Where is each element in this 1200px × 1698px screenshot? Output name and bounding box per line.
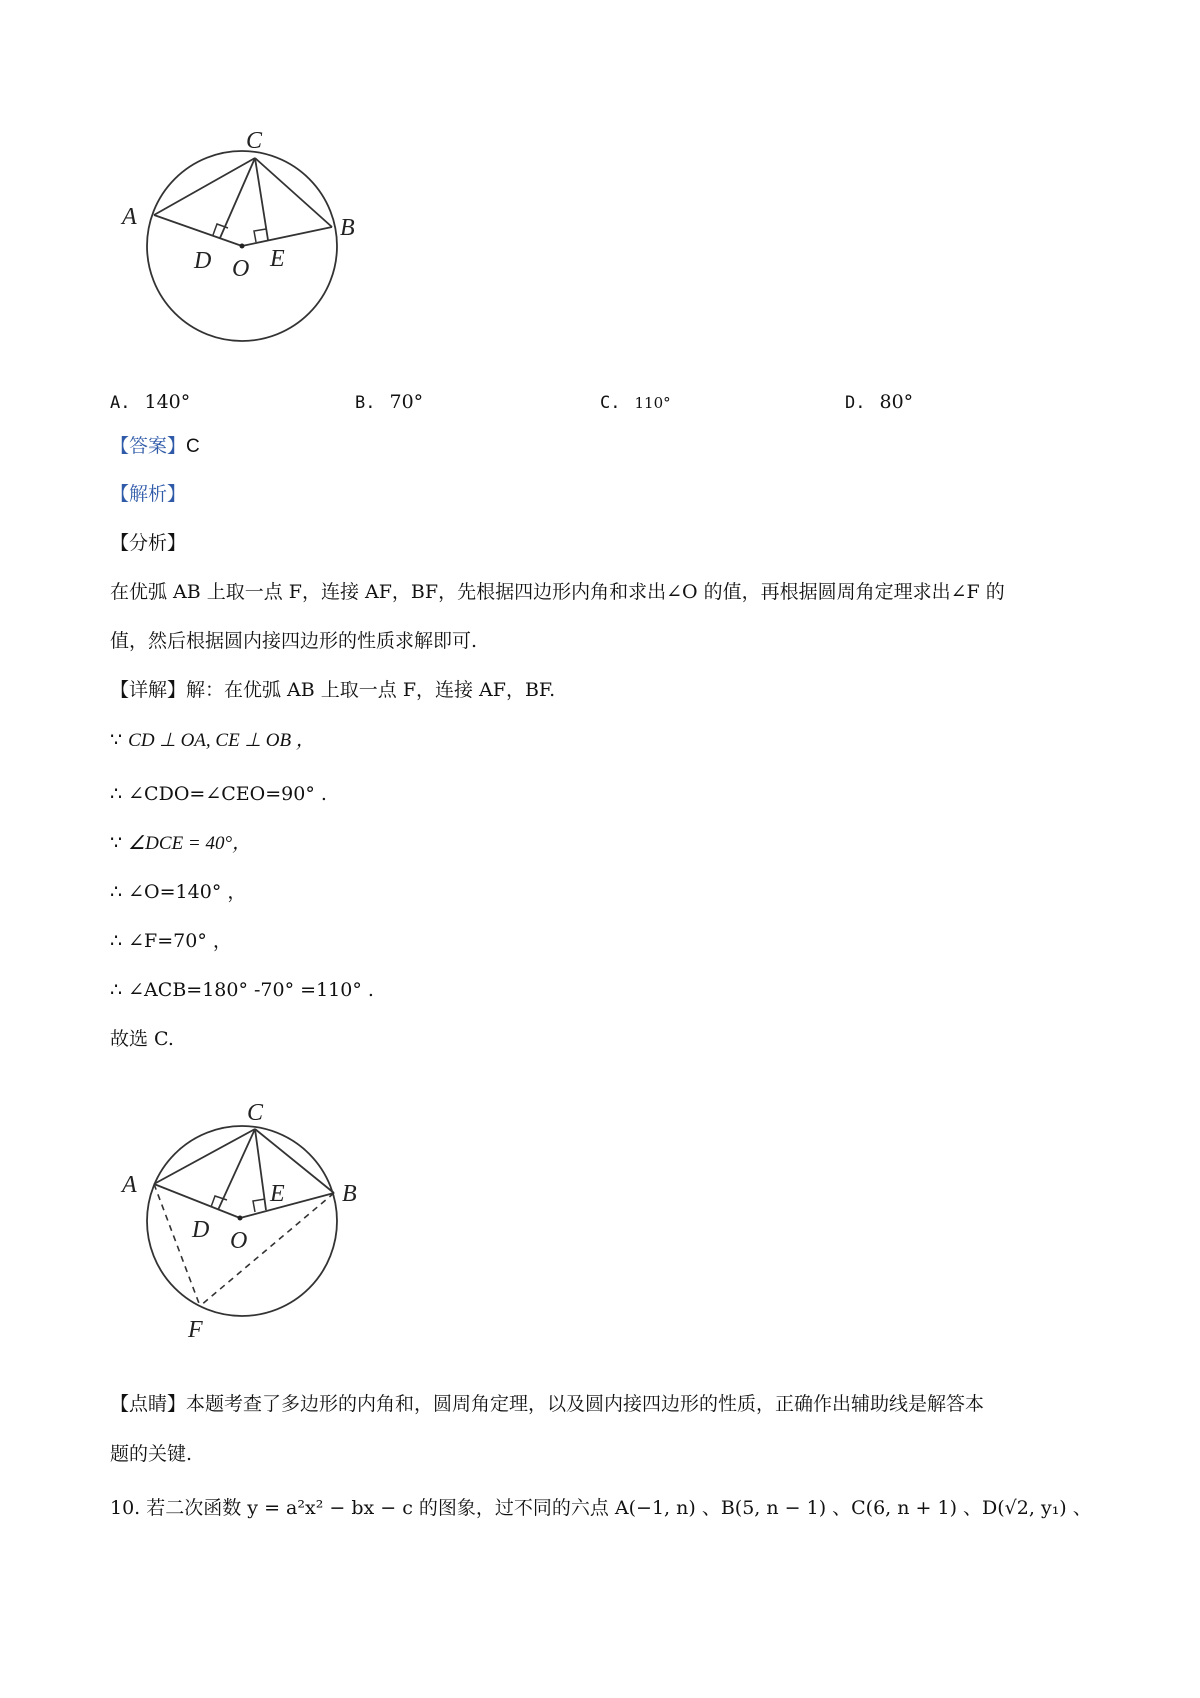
segment-cd bbox=[220, 158, 255, 238]
question-10-text: 若二次函数 y = a²x² − bx − c 的图象，过不同的六点 A(−1, n) 、B(5, n − 1) 、C(6, n + 1) 、D(√2, y₁) 、 bbox=[146, 1497, 1092, 1519]
option-b bbox=[355, 388, 423, 417]
point-o bbox=[240, 244, 245, 249]
question-10-number: 10. bbox=[110, 1497, 141, 1519]
dianjing-text: 本题考查了多边形的内角和，圆周角定理，以及圆内接四边形的性质，正确作出辅助线是解答本 bbox=[186, 1393, 985, 1415]
label-a: A bbox=[122, 204, 137, 230]
analysis-tag: 【解析】 bbox=[110, 483, 187, 505]
geometry-figure-1 bbox=[110, 118, 370, 358]
answer-tag: 【答案】 bbox=[110, 435, 187, 457]
label-d-2: D bbox=[192, 1217, 210, 1243]
step-4-text: ∠O=140° ， bbox=[128, 881, 247, 903]
label-e: E bbox=[270, 246, 285, 272]
xiangjie-tag: 【详解】 bbox=[110, 679, 187, 701]
label-b: B bbox=[340, 215, 355, 241]
circle-o-2 bbox=[147, 1126, 337, 1316]
segment-cb-2 bbox=[255, 1129, 334, 1193]
option-d bbox=[845, 388, 913, 417]
fenxi-line-1: 在优弧 AB 上取一点 F，连接 AF，BF，先根据四边形内角和求出∠O 的值，再根据圆周角定理求出∠F 的 bbox=[110, 581, 1005, 603]
step-4-symbol: ∴ bbox=[110, 881, 123, 903]
point-o-2 bbox=[238, 1216, 243, 1221]
step-1-symbol: ∵ bbox=[110, 729, 123, 751]
answer-value: C bbox=[186, 436, 200, 457]
segment-ce-2 bbox=[255, 1129, 266, 1210]
step-1 bbox=[110, 726, 315, 755]
dianjing-tag: 【点睛】 bbox=[110, 1393, 187, 1415]
step-1-text: CD ⊥ OA, CE ⊥ OB ， bbox=[128, 730, 315, 751]
step-2 bbox=[110, 780, 327, 808]
step-2-symbol: ∴ bbox=[110, 783, 123, 805]
step-5 bbox=[110, 927, 232, 955]
step-6-symbol: ∴ bbox=[110, 979, 123, 1001]
right-angle-mark-e-2 bbox=[253, 1199, 265, 1212]
xiangjie-text: 解：在优弧 AB 上取一点 F，连接 AF，BF. bbox=[186, 679, 556, 701]
option-c bbox=[600, 388, 671, 417]
answer-line bbox=[110, 432, 200, 461]
segment-cd-2 bbox=[218, 1129, 255, 1210]
label-o: O bbox=[232, 256, 250, 282]
step-2-text: ∠CDO=∠CEO=90° . bbox=[128, 783, 327, 805]
option-d-letter: D. bbox=[845, 393, 866, 413]
step-5-text: ∠F=70° ， bbox=[128, 930, 232, 952]
fenxi-tag: 【分析】 bbox=[110, 532, 187, 554]
dianjing-line-2: 题的关键. bbox=[110, 1443, 193, 1465]
option-b-value: 70° bbox=[389, 391, 424, 413]
step-3 bbox=[110, 829, 251, 858]
step-3-symbol: ∵ bbox=[110, 832, 123, 854]
step-6-text: ∠ACB=180° -70° =110° . bbox=[128, 979, 374, 1001]
label-e-2: E bbox=[270, 1181, 285, 1207]
option-c-letter: C. bbox=[600, 393, 621, 413]
dianjing-line-1 bbox=[110, 1390, 984, 1418]
option-b-letter: B. bbox=[355, 393, 376, 413]
option-c-value: 110° bbox=[634, 394, 671, 412]
dashed-segment-af bbox=[154, 1184, 200, 1306]
segment-ca-2 bbox=[154, 1129, 255, 1184]
option-a bbox=[110, 388, 190, 417]
conclusion: 故选 C. bbox=[110, 1028, 174, 1050]
label-c-2: C bbox=[247, 1100, 264, 1126]
segment-ca bbox=[154, 158, 255, 215]
label-b-2: B bbox=[342, 1181, 357, 1207]
label-o-2: O bbox=[230, 1228, 248, 1254]
label-c: C bbox=[246, 128, 263, 154]
option-d-value: 80° bbox=[879, 391, 914, 413]
step-5-symbol: ∴ bbox=[110, 930, 123, 952]
fenxi-line-2: 值，然后根据圆内接四边形的性质求解即可. bbox=[110, 630, 478, 652]
label-d: D bbox=[194, 248, 212, 274]
option-a-letter: A. bbox=[110, 393, 131, 413]
xiangjie-line bbox=[110, 676, 555, 704]
step-4 bbox=[110, 878, 246, 906]
geometry-figure-2 bbox=[110, 1085, 370, 1345]
right-angle-mark-e bbox=[254, 229, 266, 242]
question-10 bbox=[110, 1494, 1092, 1522]
step-3-text: ∠DCE = 40°， bbox=[128, 833, 252, 854]
label-f-2: F bbox=[188, 1317, 203, 1343]
option-a-value: 140° bbox=[144, 391, 191, 413]
segment-ce bbox=[255, 158, 268, 240]
label-a-2: A bbox=[122, 1172, 137, 1198]
step-6 bbox=[110, 976, 374, 1004]
